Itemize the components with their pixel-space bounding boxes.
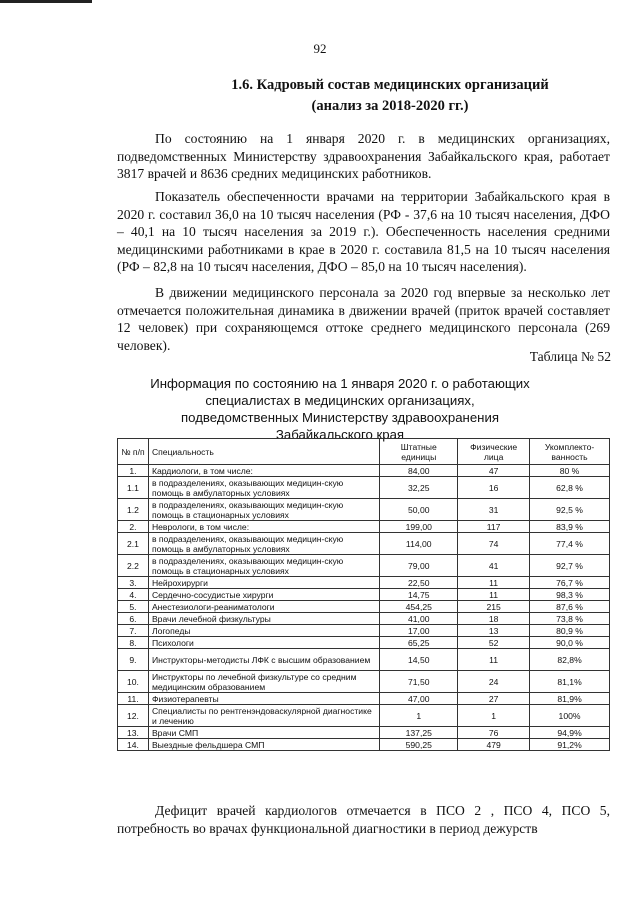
row-physical-persons: 11: [458, 589, 530, 601]
heading-line-1: 1.6. Кадровый состав медицинских организаций: [231, 77, 549, 93]
table-header-row: [118, 439, 610, 465]
row-number: 1.2: [118, 499, 149, 521]
row-number: 2.1: [118, 533, 149, 555]
row-completeness: 98,3 %: [530, 589, 610, 601]
header-physical-persons: Физические лица: [458, 439, 530, 465]
row-staff-units: 65,25: [380, 637, 458, 649]
row-completeness: 80 %: [530, 465, 610, 477]
table-row: [118, 577, 610, 589]
row-specialty: Врачи лечебной физкультуры: [148, 613, 379, 625]
row-specialty: в подразделениях, оказывающих медицин-скую помощь в стационарных условиях: [148, 499, 379, 521]
table-row: [118, 589, 610, 601]
row-staff-units: 47,00: [380, 693, 458, 705]
row-staff-units: 137,25: [380, 727, 458, 739]
row-number: 3.: [118, 577, 149, 589]
page-number: 92: [313, 41, 327, 56]
row-staff-units: 1: [380, 705, 458, 727]
row-completeness: 76,7 %: [530, 577, 610, 589]
row-completeness: 83,9 %: [530, 521, 610, 533]
row-completeness: 87,6 %: [530, 601, 610, 613]
row-specialty: Неврологи, в том числе:: [148, 521, 379, 533]
row-staff-units: 199,00: [380, 521, 458, 533]
row-staff-units: 50,00: [380, 499, 458, 521]
table-row: [118, 671, 610, 693]
row-physical-persons: 13: [458, 625, 530, 637]
specialists-table: [117, 438, 610, 751]
row-completeness: 80,9 %: [530, 625, 610, 637]
header-staff-units: Штатные единицы: [380, 439, 458, 465]
row-number: 7.: [118, 625, 149, 637]
table-row: [118, 555, 610, 577]
row-staff-units: 17,00: [380, 625, 458, 637]
row-staff-units: 454,25: [380, 601, 458, 613]
row-completeness: 77,4 %: [530, 533, 610, 555]
row-number: 1.1: [118, 477, 149, 499]
row-completeness: 91,2%: [530, 739, 610, 751]
row-physical-persons: 76: [458, 727, 530, 739]
table-row: [118, 499, 610, 521]
row-physical-persons: 479: [458, 739, 530, 751]
row-number: 2.: [118, 521, 149, 533]
row-completeness: 94,9%: [530, 727, 610, 739]
row-number: 5.: [118, 601, 149, 613]
row-specialty: Сердечно-сосудистые хирурги: [148, 589, 379, 601]
row-staff-units: 22,50: [380, 577, 458, 589]
table-row: [118, 521, 610, 533]
table-row: [118, 477, 610, 499]
row-number: 8.: [118, 637, 149, 649]
table-row: [118, 533, 610, 555]
row-physical-persons: 31: [458, 499, 530, 521]
table-row: [118, 637, 610, 649]
row-specialty: в подразделениях, оказывающих медицин-скую помощь в амбулаторных условиях: [148, 533, 379, 555]
row-physical-persons: 11: [458, 649, 530, 671]
table-caption: Информация по состоянию на 1 января 2020 г. о работающих специалистах в медицинских организациях, подведомственных Министерству здравоохранения Забайкальского края: [150, 376, 530, 442]
table-body: [118, 465, 610, 751]
header-completeness: Укомплекто-ванность: [530, 439, 610, 465]
row-staff-units: 590,25: [380, 739, 458, 751]
row-specialty: Физиотерапевты: [148, 693, 379, 705]
row-physical-persons: 41: [458, 555, 530, 577]
table-row: [118, 601, 610, 613]
row-completeness: 81,1%: [530, 671, 610, 693]
row-physical-persons: 215: [458, 601, 530, 613]
row-specialty: Выездные фельдшера СМП: [148, 739, 379, 751]
row-number: 9.: [118, 649, 149, 671]
row-specialty: Кардиологи, в том числе:: [148, 465, 379, 477]
row-physical-persons: 52: [458, 637, 530, 649]
row-specialty: в подразделениях, оказывающих медицин-скую помощь в стационарных условиях: [148, 555, 379, 577]
row-specialty: Логопеды: [148, 625, 379, 637]
row-staff-units: 114,00: [380, 533, 458, 555]
heading-line-2: (анализ за 2018-2020 гг.): [311, 98, 469, 114]
row-staff-units: 14,75: [380, 589, 458, 601]
row-specialty: Специалисты по рентгенэндоваскулярной диагностике и лечению: [148, 705, 379, 727]
row-number: 13.: [118, 727, 149, 739]
row-completeness: 90,0 %: [530, 637, 610, 649]
row-physical-persons: 16: [458, 477, 530, 499]
row-number: 10.: [118, 671, 149, 693]
header-num: № п/п: [118, 439, 149, 465]
table-row: [118, 625, 610, 637]
row-specialty: Анестезиологи-реаниматологи: [148, 601, 379, 613]
paragraph-staff-count: По состоянию на 1 января 2020 г. в медицинских организациях, подведомственных Министерству здравоохранения Забайкальского края, работает 3817 врачей и 8636 средних медицинских работников.: [117, 131, 610, 181]
row-staff-units: 79,00: [380, 555, 458, 577]
header-specialty: Специальность: [148, 439, 379, 465]
paragraph-staff-movement: В движении медицинского персонала за 2020 год впервые за несколько лет отмечается положительная динамика в движении врачей (приток врачей составляет 12 человек) при сохраняющемся оттоке среднего медицинского персонала (269 человек).: [117, 285, 610, 353]
row-staff-units: 84,00: [380, 465, 458, 477]
row-physical-persons: 11: [458, 577, 530, 589]
paragraph-deficit: Дефицит врачей кардиологов отмечается в ПСО 2 , ПСО 4, ПСО 5, потребность во врачах функциональной диагностики в период дежурств: [117, 803, 610, 836]
row-physical-persons: 18: [458, 613, 530, 625]
row-specialty: Инструкторы-методисты ЛФК с высшим образованием: [148, 649, 379, 671]
row-staff-units: 14,50: [380, 649, 458, 671]
row-number: 11.: [118, 693, 149, 705]
top-border-rule: [0, 0, 92, 3]
row-staff-units: 32,25: [380, 477, 458, 499]
row-physical-persons: 47: [458, 465, 530, 477]
row-number: 4.: [118, 589, 149, 601]
table-row: [118, 705, 610, 727]
row-physical-persons: 24: [458, 671, 530, 693]
section-heading: [0, 75, 640, 117]
row-completeness: 92,7 %: [530, 555, 610, 577]
row-physical-persons: 27: [458, 693, 530, 705]
table-row: [118, 693, 610, 705]
row-completeness: 82,8%: [530, 649, 610, 671]
table-row: [118, 465, 610, 477]
row-number: 12.: [118, 705, 149, 727]
table-row: [118, 649, 610, 671]
row-physical-persons: 117: [458, 521, 530, 533]
row-specialty: Врачи СМП: [148, 727, 379, 739]
row-physical-persons: 74: [458, 533, 530, 555]
row-specialty: в подразделениях, оказывающих медицин-скую помощь в амбулаторных условиях: [148, 477, 379, 499]
row-completeness: 62,8 %: [530, 477, 610, 499]
row-completeness: 100%: [530, 705, 610, 727]
row-number: 6.: [118, 613, 149, 625]
row-specialty: Инструкторы по лечебной физкультуре со средним медицинским образованием: [148, 671, 379, 693]
row-completeness: 92,5 %: [530, 499, 610, 521]
row-specialty: Нейрохирурги: [148, 577, 379, 589]
table-row: [118, 613, 610, 625]
row-number: 14.: [118, 739, 149, 751]
row-staff-units: 71,50: [380, 671, 458, 693]
paragraph-doctor-supply: Показатель обеспеченности врачами на территории Забайкальского края в 2020 г. составил 36,0 на 10 тысяч населения (РФ - 37,6 на 10 тысяч населения, ДФО – 40,1 на 10 тысяч населения за 2019 г.). Обеспеченность населения средними медицинскими работниками в крае в 2020 г. составила 81,5 на 10 тысяч населения (РФ – 82,8 на 10 тысяч населения, ДФО – 85,0 на 10 тысяч населения).: [117, 189, 610, 274]
table-row: [118, 727, 610, 739]
row-physical-persons: 1: [458, 705, 530, 727]
row-completeness: 81,9%: [530, 693, 610, 705]
row-number: 1.: [118, 465, 149, 477]
row-number: 2.2: [118, 555, 149, 577]
row-staff-units: 41,00: [380, 613, 458, 625]
table-row: [118, 739, 610, 751]
table-label: Таблица № 52: [529, 349, 611, 364]
row-completeness: 73,8 %: [530, 613, 610, 625]
row-specialty: Психологи: [148, 637, 379, 649]
